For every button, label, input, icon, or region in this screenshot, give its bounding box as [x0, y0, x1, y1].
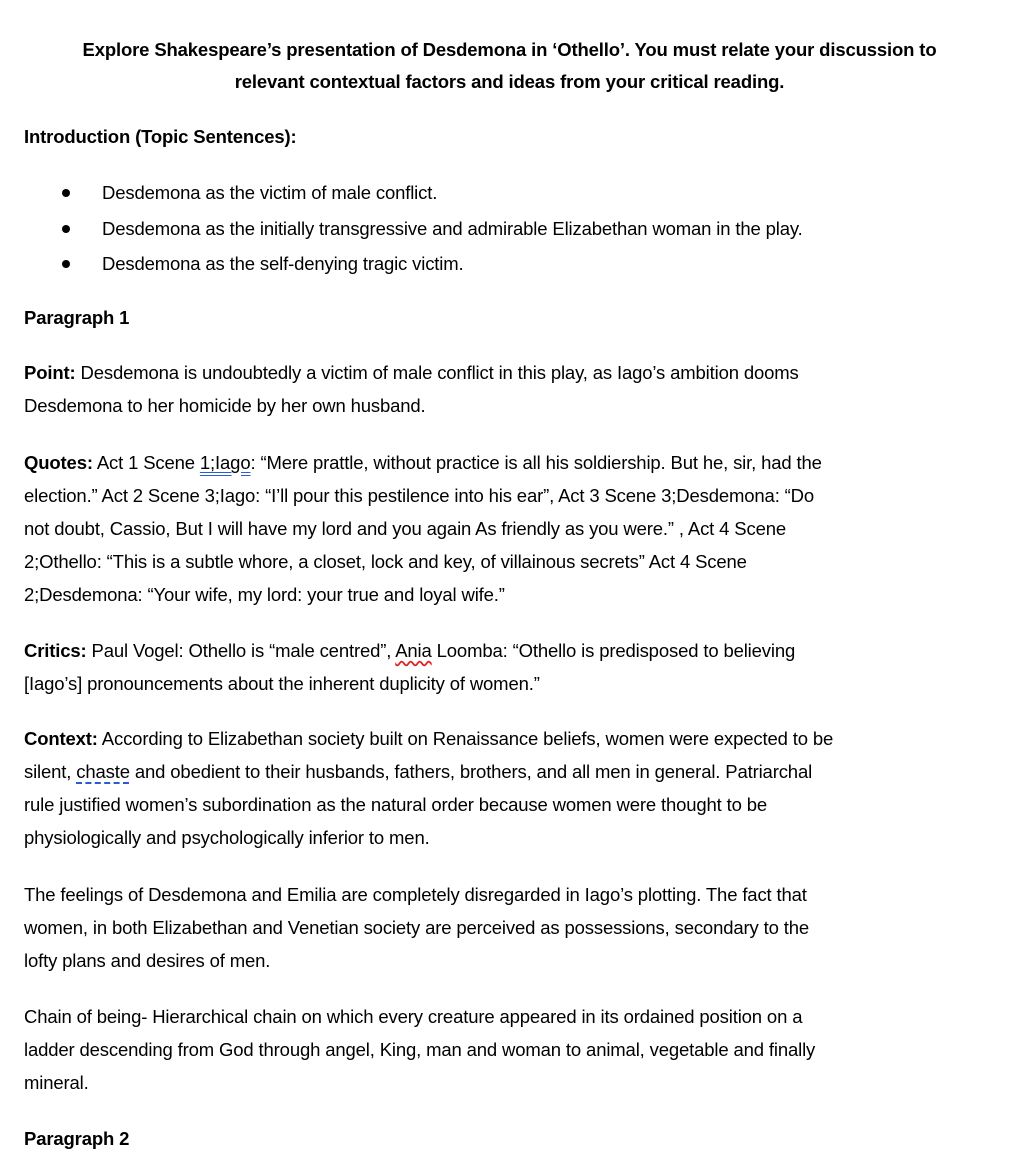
quotes-section: [24, 446, 822, 611]
context-text: physiologically and psychologically inferior to men.: [24, 827, 430, 848]
introduction-heading: Introduction (Topic Sentences):: [24, 126, 297, 147]
list-item: Desdemona as the initially transgressive and admirable Elizabethan woman in the play.: [102, 218, 803, 239]
context-text: and obedient to their husbands, fathers, brothers, and all men in general. Patriarchal: [129, 761, 813, 782]
point-section: [24, 356, 799, 422]
quotes-text: : “Mere prattle, without practice is all his soldiership. But he, sir, had the: [250, 452, 822, 473]
body-text: lofty plans and desires of men.: [24, 950, 271, 971]
context-text: rule justified women’s subordination as the natural order because women were thought to be: [24, 794, 768, 815]
quotes-text: election.” Act 2 Scene 3;Iago: “I’ll pour this pestilence into his ear”, Act 3 Scene 3;Desdemona: “Do: [24, 485, 815, 506]
context-text: silent,: [24, 761, 77, 782]
critics-section: [24, 634, 795, 700]
body-text: mineral.: [24, 1072, 89, 1093]
bullet-icon: [62, 260, 70, 268]
critics-text: Loomba: “Othello is predisposed to believing: [431, 640, 796, 661]
critics-text: [Iago’s] pronouncements about the inherent duplicity of women.”: [24, 673, 540, 694]
quotes-text: 2;Othello: “This is a subtle whore, a closet, lock and key, of villainous secrets” Act 4 Scene: [24, 551, 747, 572]
point-text: Desdemona to her homicide by her own husband.: [24, 395, 426, 416]
grammar-flag[interactable]: 1;Iago: [199, 452, 251, 473]
style-flag[interactable]: chaste: [76, 761, 130, 782]
paragraph-2-heading: Paragraph 2: [24, 1128, 130, 1149]
quotes-label: Quotes:: [24, 452, 93, 473]
quotes-text: not doubt, Cassio, But I will have my lord and you again As friendly as you were.” , Act 4 Scene: [24, 518, 786, 539]
essay-question-line-1: Explore Shakespeare’s presentation of Desdemona in ‘Othello’. You must relate your discussion to: [82, 39, 937, 60]
body-text: Chain of being- Hierarchical chain on which every creature appeared in its ordained position on a: [24, 1006, 803, 1027]
chain-of-being-paragraph: [24, 1000, 815, 1099]
bullet-icon: [62, 189, 70, 197]
bullet-icon: [62, 225, 70, 233]
paragraph-1-heading: Paragraph 1: [24, 307, 130, 328]
point-label: Point:: [24, 362, 76, 383]
critics-label: Critics:: [24, 640, 87, 661]
list-item: Desdemona as the victim of male conflict.: [102, 182, 438, 203]
body-text: women, in both Elizabethan and Venetian society are perceived as possessions, secondary to the: [24, 917, 809, 938]
feelings-paragraph: [24, 878, 809, 977]
quotes-text: Act 1 Scene: [92, 452, 200, 473]
list-item: Desdemona as the self-denying tragic victim.: [102, 253, 464, 274]
quotes-text: 2;Desdemona: “Your wife, my lord: your true and loyal wife.”: [24, 584, 505, 605]
context-section: [24, 722, 833, 854]
context-label: Context:: [24, 728, 98, 749]
point-text: Desdemona is undoubtedly a victim of male conflict in this play, as Iago’s ambition dooms: [75, 362, 799, 383]
body-text: The feelings of Desdemona and Emilia are completely disregarded in Iago’s plotting. The fact that: [24, 884, 807, 905]
spelling-flag[interactable]: Ania: [395, 640, 432, 661]
context-text: According to Elizabethan society built on Renaissance beliefs, women were expected to be: [97, 728, 834, 749]
critics-text: Paul Vogel: Othello is “male centred”,: [86, 640, 396, 661]
essay-question-line-2: relevant contextual factors and ideas from your critical reading.: [234, 71, 785, 92]
body-text: ladder descending from God through angel, King, man and woman to animal, vegetable and finally: [24, 1039, 816, 1060]
